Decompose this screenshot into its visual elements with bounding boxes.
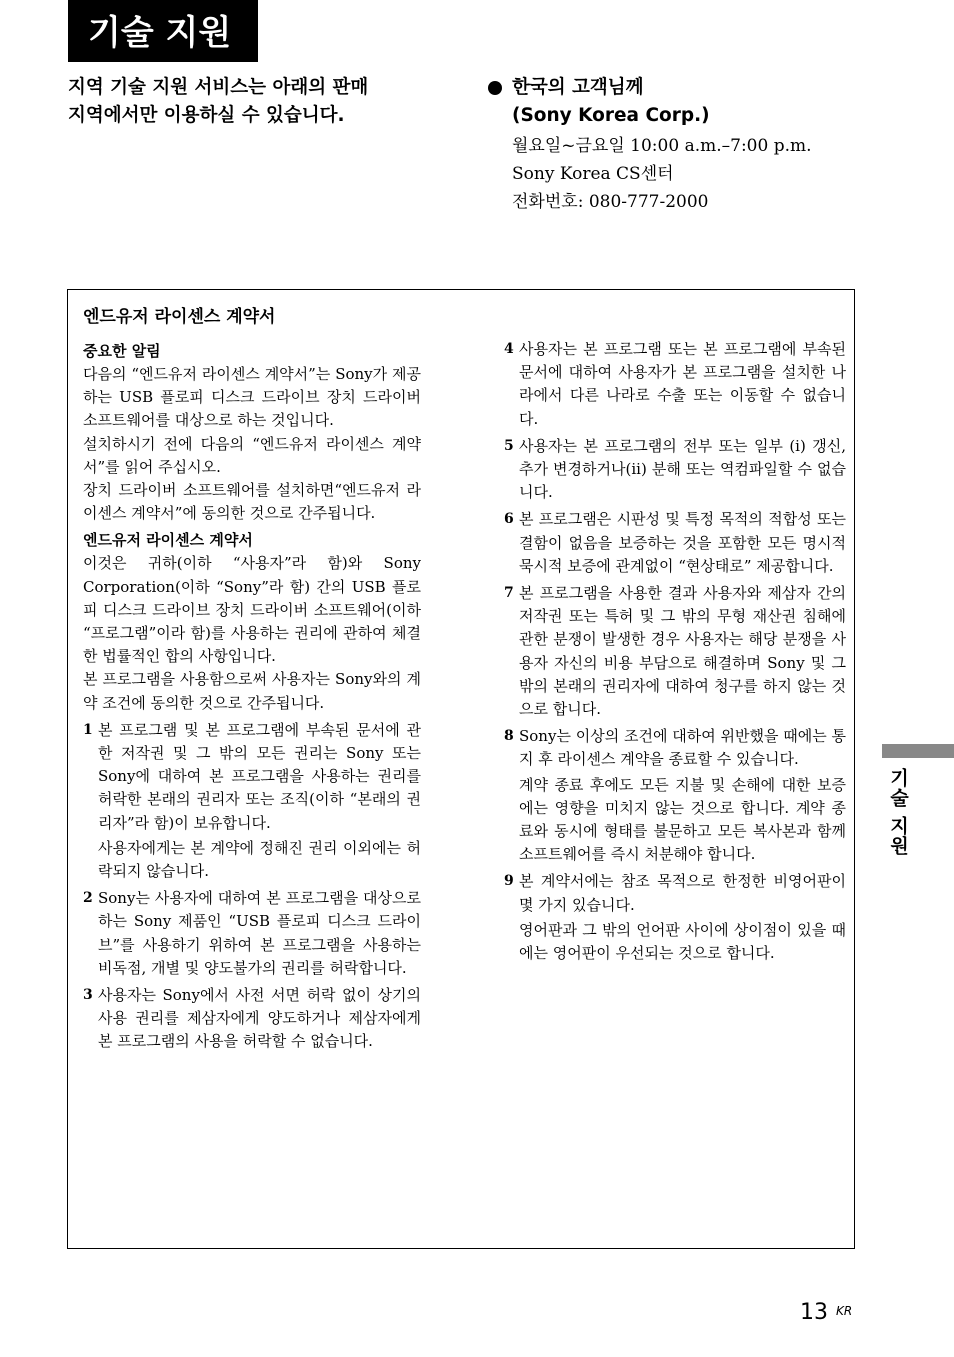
item-number: 4 bbox=[504, 341, 514, 357]
agreement-paragraph-1: 이것은 귀하(이하 “사용자”라 함)와 Sony Corporation(이하 “Sony”라 함) 간의 USB 플로피 디스크 드라이브 장치 드라이버 소프트웨어(이하 “프로그램”이라 함)를 사용하는 권리에 관하여 체결한 법률적인 합의 사항입니다. bbox=[83, 554, 421, 666]
notice-paragraph-2: 설치하시기 전에 다음의 “엔드유저 라이센스 계약서”를 읽어 주십시오. bbox=[83, 434, 421, 476]
item-text: 본 프로그램은 시판성 및 특정 목적의 적합성 또는 결함이 없음을 보증하는 것을 포함한 모든 명시적 묵시적 보증에 관계없이 “현상태로” 제공합니다. bbox=[519, 510, 846, 575]
item-number: 8 bbox=[504, 728, 514, 745]
eula-item-4 bbox=[504, 338, 846, 431]
intro-text bbox=[68, 74, 468, 130]
item-number: 1 bbox=[83, 721, 93, 738]
item-number: 5 bbox=[504, 437, 514, 454]
eula-right-column bbox=[504, 338, 846, 965]
eula-item-8 bbox=[504, 725, 846, 866]
eula-title: 엔드유저 라이센스 계약서 bbox=[83, 307, 276, 327]
contact-heading bbox=[488, 74, 888, 130]
contact-hours: 월요일~금요일 10:00 a.m.–7:00 p.m. bbox=[512, 136, 812, 156]
section-tab-label: 기술 지원 bbox=[887, 768, 909, 856]
item-text: Sony는 이상의 조건에 대하여 위반했을 때에는 통지 후 라이센스 계약을 종료할 수 있습니다. bbox=[519, 727, 846, 769]
page-title: 기술 지원 bbox=[68, 0, 258, 62]
notice-paragraph-3: 장치 드라이버 소프트웨어를 설치하면“엔드유저 라이센스 계약서”에 동의한 것으로 간주됩니다. bbox=[83, 481, 421, 523]
eula-item-2 bbox=[83, 887, 421, 980]
eula-item-9 bbox=[504, 870, 846, 965]
item-text: 사용자는 본 프로그램의 전부 또는 일부 (i) 갱신, 추가 변경하거나(ii) 분해 또는 역컴파일할 수 없습니다. bbox=[519, 436, 846, 502]
intro-line-2: 지역에서만 이용하실 수 있습니다. bbox=[68, 105, 345, 126]
bullet-icon bbox=[488, 81, 502, 95]
eula-box bbox=[67, 289, 855, 1249]
eula-item-7 bbox=[504, 582, 846, 721]
contact-phone: 전화번호: 080-777-2000 bbox=[512, 192, 709, 212]
item-number: 3 bbox=[83, 987, 93, 1004]
agreement-paragraph-2: 본 프로그램을 사용함으로써 사용자는 Sony와의 계약 조건에 동의한 것으로 간주됩니다. bbox=[83, 670, 421, 712]
contact-center: Sony Korea CS센터 bbox=[512, 164, 674, 184]
item-text: 본 계약서에는 참조 목적으로 한정한 비영어판이 몇 가지 있습니다. bbox=[519, 872, 846, 914]
item-continuation: 사용자에게는 본 계약에 정해진 권리 이외에는 허락되지 않습니다. bbox=[98, 838, 421, 881]
eula-item-6 bbox=[504, 508, 846, 578]
item-text: Sony는 사용자에 대하여 본 프로그램을 대상으로 하는 Sony 제품인 “USB 플로피 디스크 드라이브”를 사용하기 위하여 본 프로그램을 사용하는 비독점, 개별 및 양도불가의 권리를 허락합니다. bbox=[98, 889, 421, 977]
contact-heading-line-2: (Sony Korea Corp.) bbox=[512, 105, 710, 126]
item-continuation: 계약 종료 후에도 모든 지불 및 손해에 대한 보증에는 영향을 미치지 않는 것으로 합니다. 계약 종료와 동시에 형태를 불문하고 모든 복사본과 함께 소프트웨어를 즉시 처분해야 합니다. bbox=[519, 775, 846, 864]
item-text: 본 프로그램을 사용한 결과 사용자와 제삼자 간의 저작권 또는 특허 및 그 밖의 무형 재산권 침해에 관한 분쟁이 발생한 경우 사용자는 해당 분쟁을 사용자 자신의 비용 부담으로 해결하며 Sony 및 그 밖의 본래의 권리자에 대하여 청구를 하지 않는 것으로 합니다. bbox=[519, 584, 846, 719]
eula-item-5 bbox=[504, 435, 846, 505]
eula-item-3 bbox=[83, 984, 421, 1054]
notice-paragraph-1: 다음의 “엔드유저 라이센스 계약서”는 Sony가 제공하는 USB 플로피 디스크 드라이브 장치 드라이버 소프트웨어를 대상으로 하는 것입니다. bbox=[83, 365, 421, 430]
item-continuation: 영어판과 그 밖의 언어판 사이에 상이점이 있을 때에는 영어판이 우선되는 것으로 합니다. bbox=[519, 920, 846, 963]
eula-left-column bbox=[83, 340, 421, 1054]
intro-line-1: 지역 기술 지원 서비스는 아래의 판매 bbox=[68, 77, 369, 98]
section-tab-marker bbox=[882, 744, 954, 758]
notice-heading: 중요한 알림 bbox=[83, 342, 161, 360]
item-text: 사용자는 본 프로그램 또는 본 프로그램에 부속된 문서에 대하여 사용자가 본 프로그램을 설치한 나라에서 다른 나라로 수출 또는 이동할 수 없습니다. bbox=[519, 340, 846, 428]
contact-details bbox=[488, 132, 888, 216]
item-number: 9 bbox=[504, 873, 514, 890]
item-text: 본 프로그램 및 본 프로그램에 부속된 문서에 관한 저작권 및 그 밖의 모든 권리는 Sony 또는 Sony에 대하여 본 프로그램을 사용하는 권리를 허락한 본래의 권리자 또는 조직(이하 “본래의 권리자”라 함)이 보유합니다. bbox=[98, 720, 421, 832]
contact-block bbox=[488, 74, 888, 216]
agreement-heading: 엔드유저 라이센스 계약서 bbox=[83, 531, 253, 550]
item-text: 사용자는 Sony에서 사전 서면 허락 없이 상기의 사용 권리를 제삼자에게 양도하거나 제삼자에게 본 프로그램의 사용을 허락할 수 없습니다. bbox=[98, 986, 421, 1051]
item-number: 6 bbox=[504, 511, 514, 528]
page-number: 13 bbox=[800, 1300, 828, 1325]
item-number: 7 bbox=[504, 585, 514, 602]
page-language-suffix: KR bbox=[836, 1304, 853, 1318]
contact-heading-line-1: 한국의 고객님께 bbox=[512, 77, 644, 98]
item-number: 2 bbox=[83, 890, 93, 907]
eula-item-1 bbox=[83, 719, 421, 883]
